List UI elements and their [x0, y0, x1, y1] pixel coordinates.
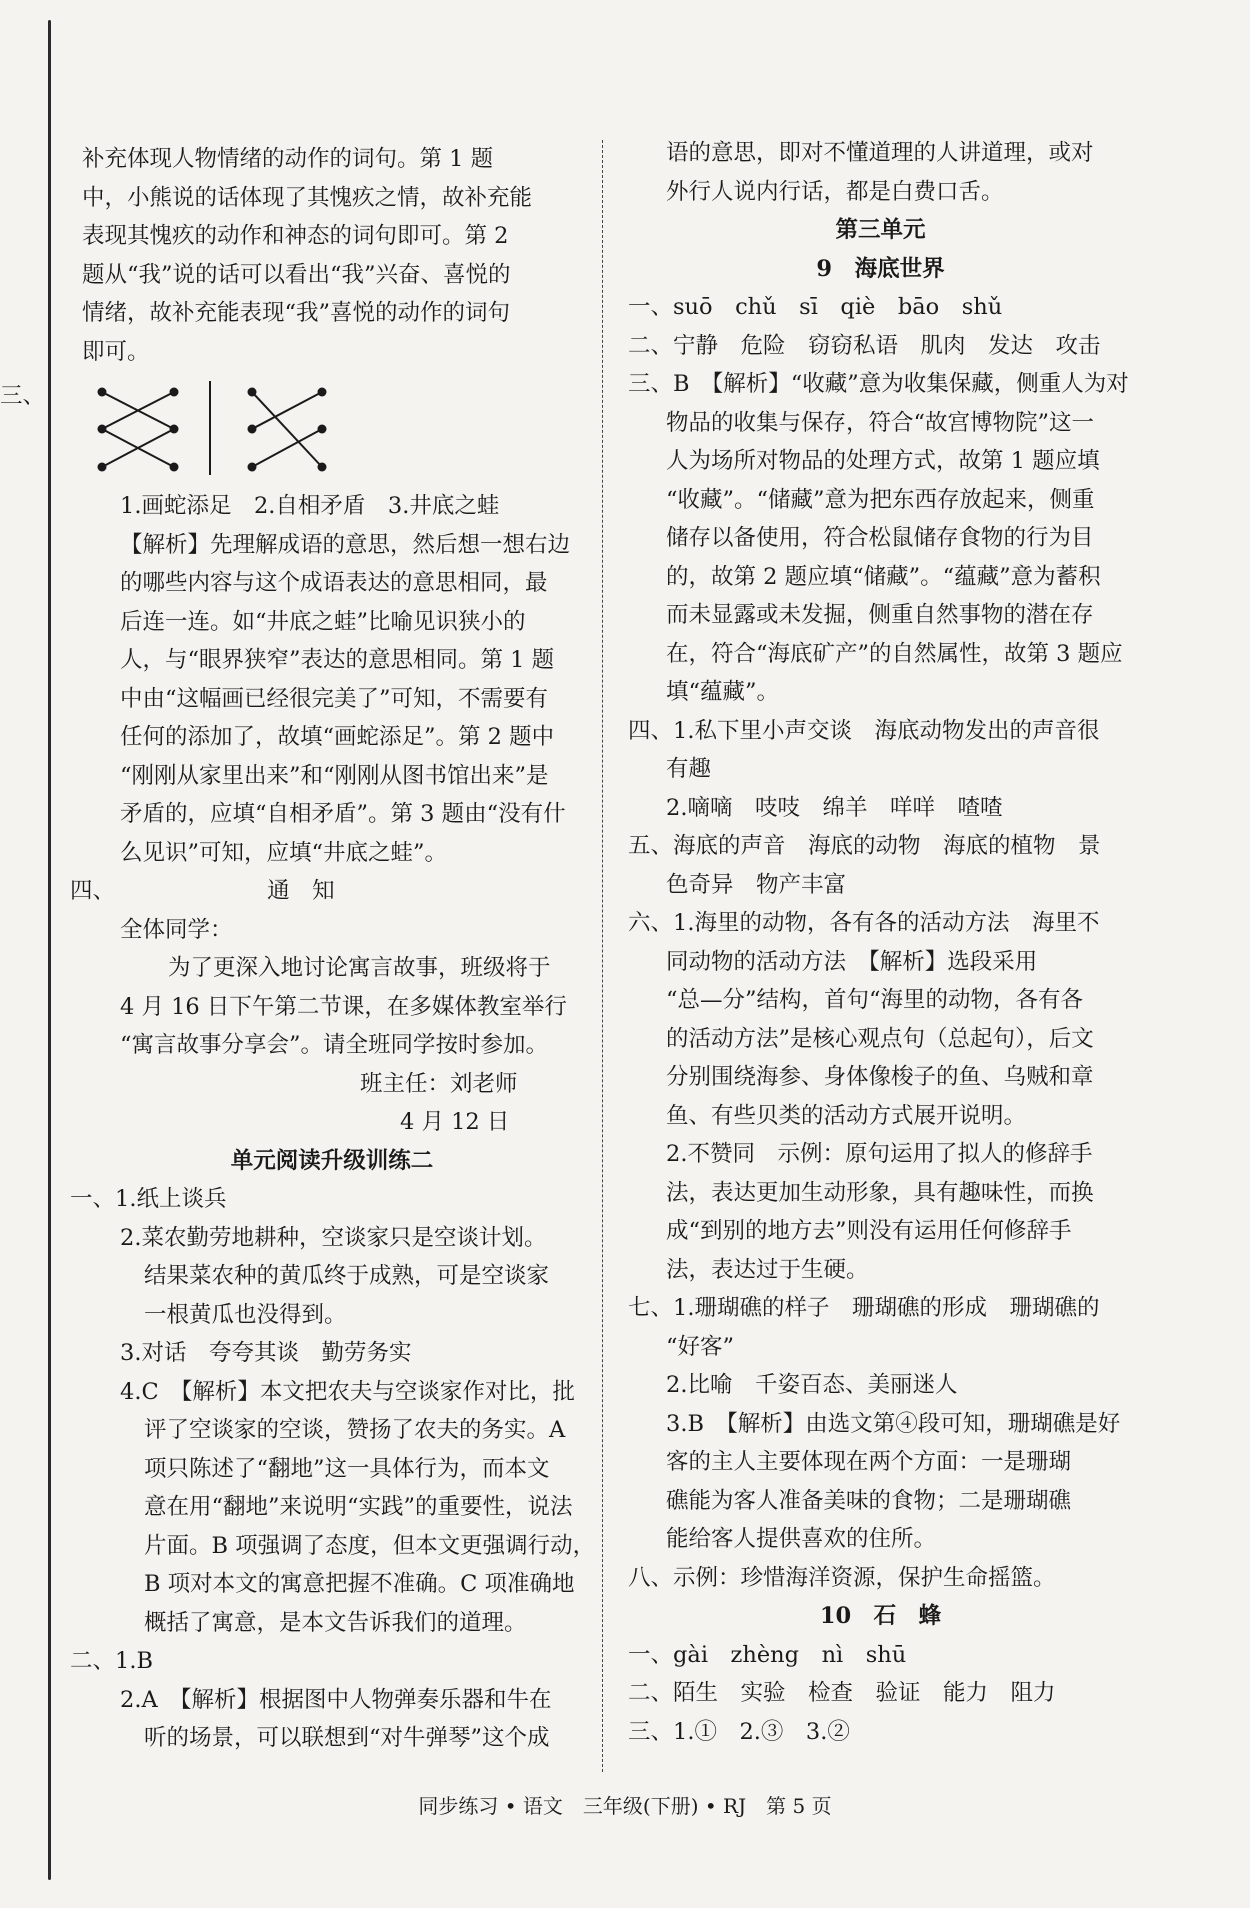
text-line: 项只陈述了“翻地”这一具体行为，而本文 — [144, 1455, 550, 1482]
notice-title: 通 知 — [267, 878, 335, 904]
unit-training-title: 单元阅读升级训练二 — [230, 1147, 434, 1174]
text-line: 有趣 — [666, 756, 712, 782]
text-line: 的哪些内容与这个成语表达的意思相同，最 — [120, 570, 548, 596]
text-line: “收藏”。“储藏”意为把东西存放起来，侧重 — [666, 486, 1095, 513]
text-line: 结果菜农种的黄瓜终于成熟，可是空谈家 — [144, 1263, 550, 1289]
match-line — [252, 392, 322, 467]
text-line: “刚刚从家里出来”和“刚刚从图书馆出来”是 — [120, 762, 549, 789]
text-line: 一、1.纸上谈兵 — [70, 1186, 227, 1212]
text-line: 成“到别的地方去”则没有运用任何修辞手 — [666, 1218, 1072, 1244]
notice-heading-row — [70, 872, 582, 911]
text-line: 三、1.① 2.③ 3.② — [628, 1718, 850, 1745]
text-line: 四、1.私下里小声交谈 海底动物发出的声音很 — [628, 717, 1100, 744]
text-line: 二、1.B — [70, 1648, 154, 1674]
notice-body-line: 为了更深入地讨论寓言故事，班级将于 — [168, 955, 551, 981]
matching-diagram — [0, 377, 582, 477]
text-line: 一根黄瓜也没得到。 — [144, 1301, 347, 1328]
text-line: 情绪，故补充能表现“我”喜悦的动作的词句 — [82, 300, 511, 326]
notice-body-line: 4 月 16 日下午第二节课，在多媒体教室举行 — [120, 993, 567, 1020]
text-line: 2.A 【解析】根据图中人物弹奏乐器和牛在 — [120, 1686, 552, 1713]
text-line: 外行人说内行话，都是白费口舌。 — [666, 178, 1004, 205]
text-line: B 项对本文的寓意把握不准确。C 项准确地 — [144, 1571, 575, 1597]
left-column — [0, 140, 596, 1758]
text-line: 分别围绕海参、身体像梭子的鱼、乌贼和章 — [666, 1064, 1094, 1090]
text-line: 概括了寓意，是本文告诉我们的道理。 — [144, 1609, 527, 1636]
text-line: 的，故第 2 题应填“储藏”。“蕴藏”意为蓄积 — [666, 563, 1101, 590]
text-line: 么见识”可知，应填“井底之蛙”。 — [120, 839, 448, 866]
text-line: 3.B 【解析】由选文第④段可知，珊瑚礁是好 — [666, 1410, 1121, 1437]
text-line: 三、B 【解析】“收藏”意为收集保藏，侧重人为对 — [628, 371, 1129, 397]
unit3-title: 第三单元 — [835, 217, 926, 243]
text-line: 语的意思，即对不懂道理的人讲道理，或对 — [666, 140, 1094, 166]
text-line: 礁能为客人准备美味的食物；二是珊瑚礁 — [666, 1487, 1072, 1514]
column-divider — [602, 140, 604, 1772]
text-line: 六、1.海里的动物，各有各的活动方法 海里不 — [628, 910, 1100, 936]
notice-date: 4 月 12 日 — [400, 1109, 510, 1135]
text-line: 2.比喻 千姿百态、美丽迷人 — [666, 1372, 958, 1398]
text-line: 片面。B 项强调了态度，但本文更强调行动， — [144, 1532, 596, 1559]
text-line: 2.不赞同 示例：原句运用了拟人的修辞手 — [666, 1141, 1093, 1167]
text-line: 中，小熊说的话体现了其愧疚之情，故补充能 — [82, 184, 533, 211]
matching-lines-svg — [82, 377, 582, 477]
text-line: 二、陌生 实验 检查 验证 能力 阻力 — [628, 1680, 1056, 1706]
text-line: “总—分”结构，首句“海里的动物，各有各 — [666, 987, 1084, 1013]
lesson10-answers — [628, 1636, 1133, 1752]
notice-signature: 班主任：刘老师 — [360, 1070, 518, 1097]
text-line: 物品的收集与保存，符合“故宫博物院”这一 — [666, 409, 1095, 436]
text-line: 补充体现人物情绪的动作的词句。第 1 题 — [82, 146, 494, 172]
text-line: 任何的添加了，故填“画蛇添足”。第 2 题中 — [120, 724, 555, 750]
text-line: 中由“这幅画已经很完美了”可知，不需要有 — [120, 685, 549, 712]
text-line: 表现其愧疚的动作和神态的词句即可。第 2 — [82, 223, 509, 249]
text-line: 的活动方法”是核心观点句（总起句），后文 — [666, 1025, 1094, 1052]
lesson9-answers — [628, 288, 1133, 1597]
text-line: 矛盾的，应填“自相矛盾”。第 3 题由“没有什 — [120, 801, 566, 827]
text-line: 后连一连。如“井底之蛙”比喻见识狭小的 — [120, 608, 526, 635]
text-line: 色奇异 物产丰富 — [666, 871, 847, 898]
text-line: “好客” — [666, 1333, 735, 1360]
text-line: 人为场所对物品的处理方式，故第 1 题应填 — [666, 448, 1100, 474]
text-line: 【解析】先理解成语的意思，然后想一想右边 — [120, 531, 571, 558]
unit-training-answers — [70, 1180, 596, 1758]
text-line: 同动物的活动方法 【解析】选段采用 — [666, 948, 1038, 975]
match-line — [252, 429, 322, 467]
text-line: 4.C 【解析】本文把农夫与空谈家作对比，批 — [120, 1378, 575, 1405]
text-line: 一、gài zhèng nì shū — [628, 1641, 907, 1668]
text-line: 即可。 — [82, 338, 150, 365]
text-line: 3.对话 夸夸其谈 勤劳务实 — [120, 1340, 412, 1366]
text-line: 八、示例：珍惜海洋资源，保护生命摇篮。 — [628, 1564, 1056, 1591]
text-line: 法，表达过于生硬。 — [666, 1256, 869, 1283]
text-line: 二、宁静 危险 窃窃私语 肌肉 发达 攻击 — [628, 332, 1101, 359]
text-line: 填“蕴藏”。 — [666, 679, 780, 705]
text-line: 2.菜农勤劳地耕种，空谈家只是空谈计划。 — [120, 1224, 547, 1251]
text-line: 1.画蛇添足 2.自相矛盾 3.井底之蛙 — [120, 493, 500, 519]
text-line: 题从“我”说的话可以看出“我”兴奋、喜悦的 — [82, 261, 511, 288]
match-line — [252, 392, 322, 429]
text-line: 意在用“翻地”来说明“实践”的重要性，说法 — [144, 1494, 573, 1520]
right-column — [628, 134, 1133, 1751]
left-intro-block — [82, 140, 582, 371]
notice-body-line: “寓言故事分享会”。请全班同学按时参加。 — [120, 1032, 549, 1058]
text-line: 人，与“眼界狭窄”表达的意思相同。第 1 题 — [120, 647, 555, 673]
page-footer: 同步练习 • 语文 三年级(下册) • RJ 第 5 页 — [418, 1794, 832, 1818]
page-binding-edge — [48, 20, 51, 1880]
text-line: 鱼、有些贝类的活动方式展开说明。 — [666, 1102, 1027, 1129]
section-label-si: 四、 — [70, 878, 116, 904]
text-line: 客的主人主要体现在两个方面：一是珊瑚 — [666, 1449, 1072, 1475]
text-line: 2.嘀嘀 吱吱 绵羊 咩咩 喳喳 — [666, 794, 1003, 821]
lesson10-title: 10 石 蜂 — [819, 1603, 942, 1629]
text-line: 储存以备使用，符合松鼠储存食物的行为目 — [666, 525, 1094, 551]
text-line: 听的场景，可以联想到“对牛弹琴”这个成 — [144, 1725, 550, 1751]
notice-greeting: 全体同学： — [120, 916, 233, 943]
text-line: 法，表达更加生动形象，具有趣味性，而换 — [666, 1179, 1094, 1206]
text-line: 一、suō chǔ sī qiè bāo shǔ — [628, 294, 1003, 320]
lesson9-title: 9 海底世界 — [816, 255, 945, 282]
section-label-san: 三、 — [0, 383, 46, 409]
text-line: 能给客人提供喜欢的住所。 — [666, 1526, 937, 1552]
text-line: 在，符合“海底矿产”的自然属性，故第 3 题应 — [666, 640, 1123, 667]
text-line: 而未显露或未发掘，侧重自然事物的潜在存 — [666, 602, 1094, 628]
text-line: 七、1.珊瑚礁的样子 珊瑚礁的形成 珊瑚礁的 — [628, 1295, 1100, 1321]
san-answer-block — [82, 487, 582, 872]
text-line: 评了空谈家的空谈，赞扬了农夫的务实。A — [144, 1417, 566, 1443]
text-line: 五、海底的声音 海底的动物 海底的植物 景 — [628, 833, 1101, 859]
